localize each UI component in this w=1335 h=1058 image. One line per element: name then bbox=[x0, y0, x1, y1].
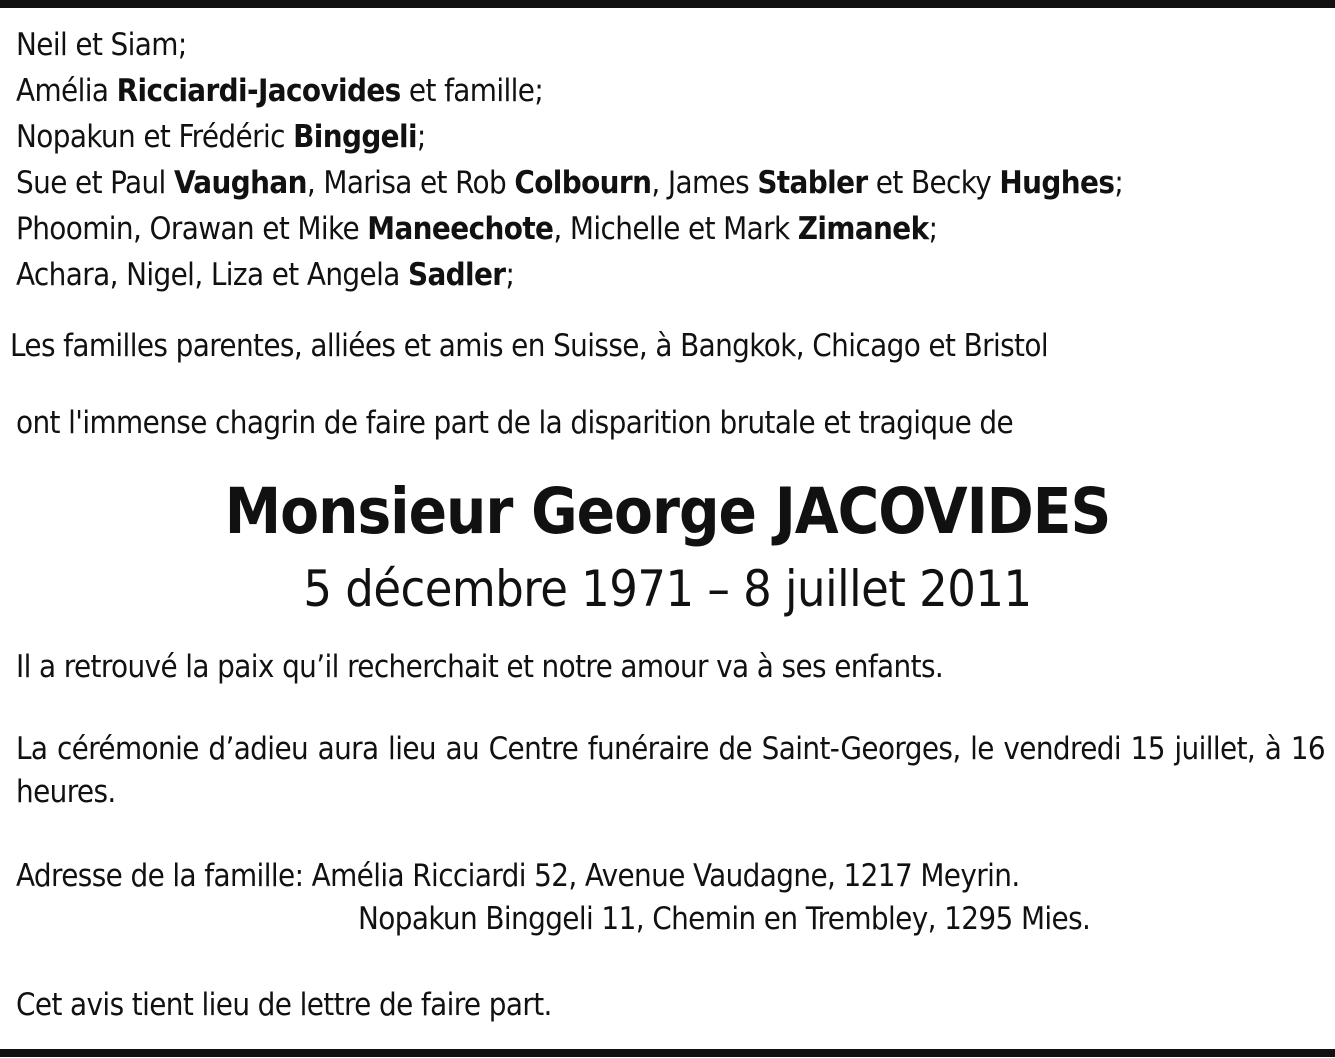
peace-text: Il a retrouvé la paix qu’il recherchait et notre amour va à ses enfants. bbox=[16, 649, 944, 685]
family-line bbox=[16, 22, 1123, 68]
family-text: , Marisa et Rob bbox=[306, 165, 515, 201]
family-text: Amélia bbox=[16, 73, 117, 109]
family-text: , James bbox=[651, 165, 758, 201]
family-line bbox=[16, 206, 1123, 252]
family-text: ; bbox=[1114, 165, 1124, 201]
family-line bbox=[16, 114, 1123, 160]
family-surname: Vaughan bbox=[173, 165, 307, 201]
family-text: Sue et Paul bbox=[16, 165, 174, 201]
notice-text: Cet avis tient lieu de lettre de faire part. bbox=[16, 987, 552, 1023]
family-list bbox=[16, 22, 1123, 298]
family-text: , Michelle et Mark bbox=[553, 211, 798, 247]
life-dates: 5 décembre 1971 – 8 juillet 2011 bbox=[303, 560, 1032, 618]
family-surname: Colbourn bbox=[514, 165, 652, 201]
family-surname: Ricciardi-Jacovides bbox=[116, 73, 401, 109]
family-line bbox=[16, 252, 1123, 298]
family-surname: Maneechote bbox=[367, 211, 554, 247]
bottom-border-rule bbox=[0, 1049, 1335, 1057]
family-surname: Binggeli bbox=[293, 119, 417, 155]
address-line-1: Amélia Ricciardi 52, Avenue Vaudagne, 1217 Meyrin. bbox=[311, 858, 1020, 894]
family-text: Achara, Nigel, Liza et Angela bbox=[16, 257, 408, 293]
top-border-rule bbox=[0, 0, 1335, 8]
family-line bbox=[16, 68, 1123, 114]
family-text: ; bbox=[416, 119, 426, 155]
family-text: ; bbox=[505, 257, 515, 293]
announcement-line: ont l'immense chagrin de faire part de la disparition brutale et tragique de bbox=[16, 405, 1014, 441]
family-line bbox=[16, 160, 1123, 206]
family-surname: Stabler bbox=[757, 165, 868, 201]
address-label: Adresse de la famille: bbox=[16, 858, 312, 894]
family-text: Neil et Siam; bbox=[16, 27, 187, 63]
family-surname: Zimanek bbox=[797, 211, 929, 247]
deceased-name: Monsieur George JACOVIDES bbox=[224, 475, 1111, 548]
address-line-2: Nopakun Binggeli 11, Chemin en Trembley, 1295 Mies. bbox=[358, 901, 1091, 937]
family-text: Phoomin, Orawan et Mike bbox=[16, 211, 368, 247]
family-text: et famille; bbox=[400, 73, 544, 109]
entourage-line: Les familles parentes, alliées et amis en Suisse, à Bangkok, Chicago et Bristol bbox=[10, 328, 1048, 364]
family-text: ; bbox=[928, 211, 938, 247]
ceremony-text: La cérémonie d’adieu aura lieu au Centre funéraire de Saint-Georges, le vendredi 15 juillet, à 16 heures. bbox=[16, 731, 1325, 810]
family-surname: Hughes bbox=[999, 165, 1115, 201]
family-surname: Sadler bbox=[407, 257, 506, 293]
family-text: Nopakun et Frédéric bbox=[16, 119, 294, 155]
family-address bbox=[16, 855, 1090, 941]
family-text: et Becky bbox=[867, 165, 1000, 201]
